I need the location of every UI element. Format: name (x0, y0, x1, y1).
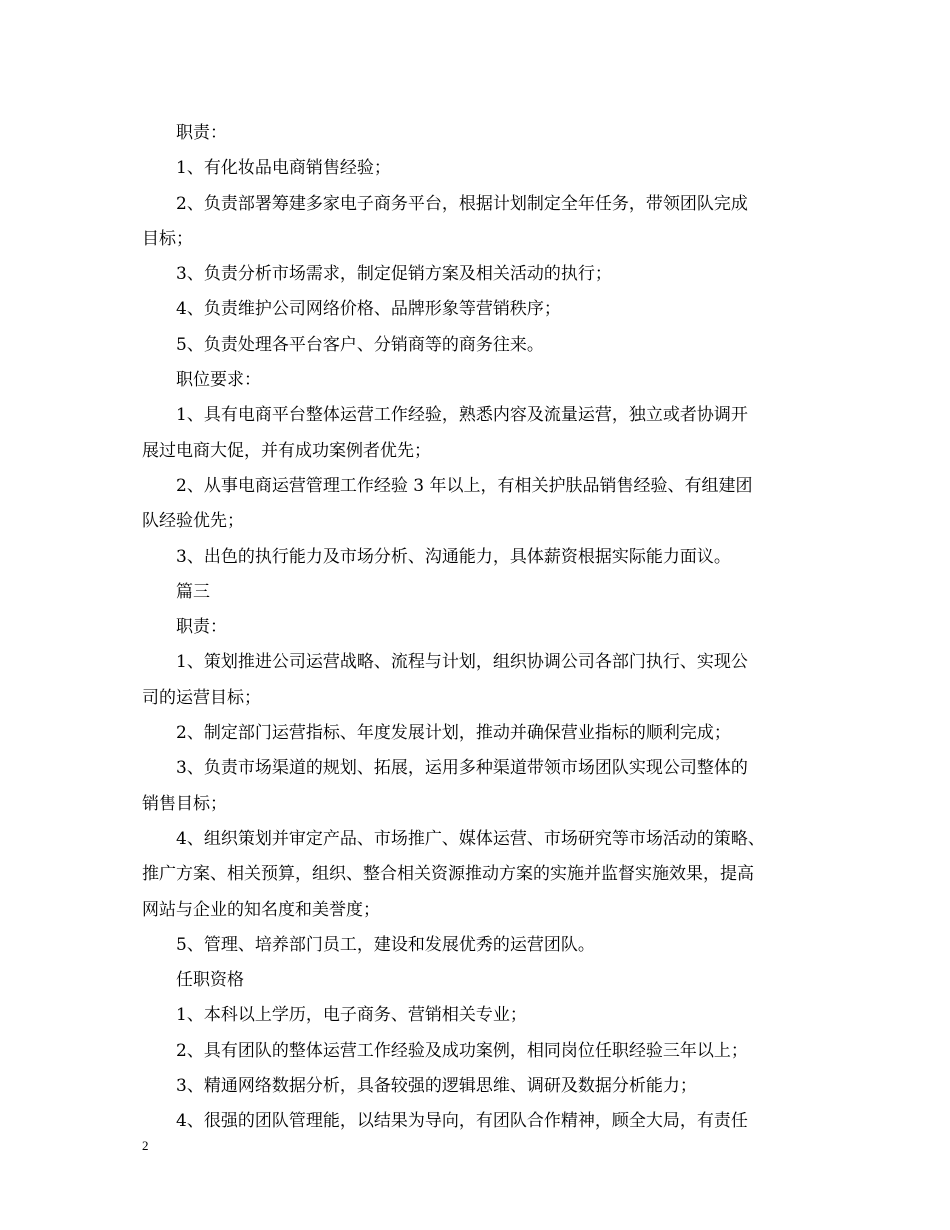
text-line: 职位要求： (176, 370, 261, 391)
text-line: 2、负责部署筹建多家电子商务平台，根据计划制定全年任务，带领团队完成 (176, 193, 748, 214)
text-line: 司的运营目标； (142, 687, 261, 708)
text-line: 篇三 (176, 581, 210, 602)
text-line: 1、具有电商平台整体运营工作经验，熟悉内容及流量运营，独立或者协调开 (176, 405, 748, 426)
text-line: 3、出色的执行能力及市场分析、沟通能力，具体薪资根据实际能力面议。 (176, 546, 731, 567)
text-line: 职责： (176, 123, 227, 143)
text-line: 4、很强的团队管理能，以结果为导向，有团队合作精神，顾全大局，有责任 (176, 1111, 748, 1132)
text-line: 1、本科以上学历，电子商务、营销相关专业； (176, 1005, 527, 1026)
text-line: 2、从事电商运营管理工作经验 3 年以上，有相关护肤品销售经验、有组建团 (176, 475, 753, 496)
text-line: 队经验优先； (142, 511, 244, 532)
text-line: 销售目标； (142, 793, 227, 814)
text-line: 任职资格 (176, 970, 244, 991)
text-line: 2、制定部门运营指标、年度发展计划，推动并确保营业指标的顺利完成； (176, 723, 731, 744)
text-line: 网站与企业的知名度和美誉度； (142, 899, 380, 920)
text-line: 展过电商大促，并有成功案例者优先； (142, 440, 431, 461)
text-line: 1、策划推进公司运营战略、流程与计划，组织协调公司各部门执行、实现公 (176, 652, 748, 673)
text-line: 2、具有团队的整体运营工作经验及成功案例，相同岗位任职经验三年以上； (176, 1040, 748, 1061)
text-line: 3、负责分析市场需求，制定促销方案及相关活动的执行； (176, 264, 612, 285)
text-line: 1、有化妆品电商销售经验； (176, 158, 391, 179)
text-line: 推广方案、相关预算，组织、整合相关资源推动方案的实施并监督实施效果，提高 (142, 864, 754, 885)
document-body (142, 116, 812, 1140)
text-line: 3、负责市场渠道的规划、拓展，运用多种渠道带领市场团队实现公司整体的 (176, 758, 748, 779)
text-line: 职责： (176, 617, 227, 638)
text-line: 4、负责维护公司网络价格、品牌形象等营销秩序； (176, 299, 561, 320)
page-number: 2 (142, 1138, 149, 1153)
text-line: 4、组织策划并审定产品、市场推广、媒体运营、市场研究等市场活动的策略、 (176, 828, 765, 849)
text-line: 3、精通网络数据分析，具备较强的逻辑思维、调研及数据分析能力； (176, 1076, 697, 1097)
text-line: 5、管理、培养部门员工，建设和发展优秀的运营团队。 (176, 934, 595, 955)
text-line: 5、负责处理各平台客户、分销商等的商务往来。 (176, 334, 544, 355)
text-line: 目标； (142, 228, 193, 249)
